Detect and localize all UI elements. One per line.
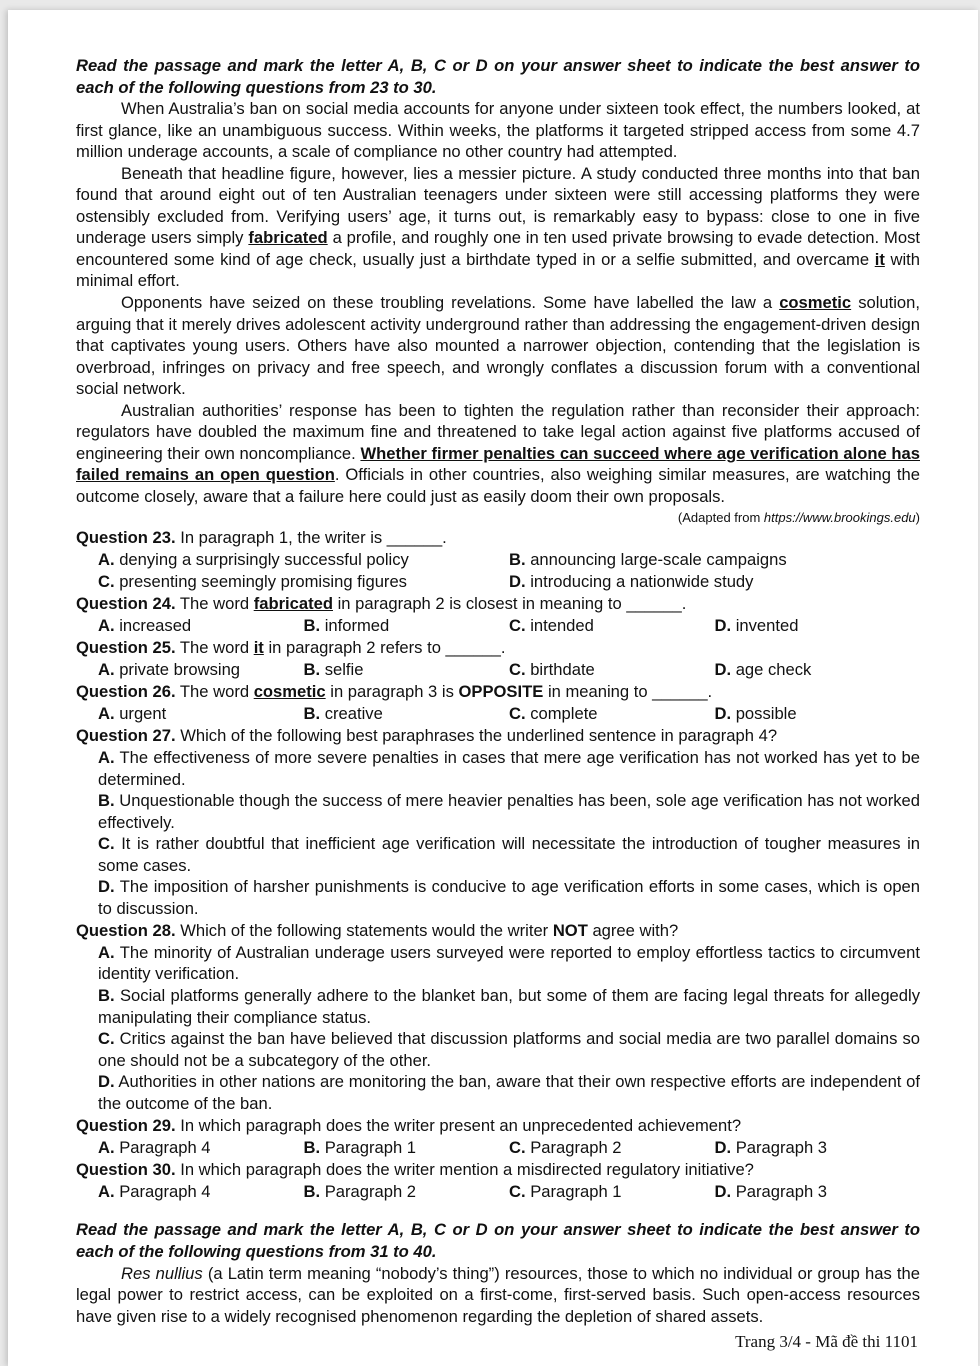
- page-footer: Trang 3/4 - Mã đề thi 1101: [735, 1332, 918, 1351]
- section2-instruction: Read the passage and mark the letter A, B, C or D on your answer sheet to indicate the best answer to each of the following questions from 31 to 40.: [76, 1220, 920, 1261]
- option-c[interactable]: C. birthdate: [509, 659, 595, 679]
- underlined-sentence: Whether firmer penalties can succeed where age verification alone has failed remains an open question: [76, 443, 920, 485]
- option-c[interactable]: C. complete: [509, 703, 598, 723]
- option-c[interactable]: C. Paragraph 2: [509, 1137, 622, 1157]
- question-30: Question 30. In which paragraph does the writer mention a misdirected regulatory initiative?: [76, 1160, 754, 1180]
- question-28: Question 28. Which of the following statements would the writer NOT agree with?: [76, 921, 679, 941]
- option-b[interactable]: B. Unquestionable though the success of mere heavier penalties has been, sole age verification has not worked effectively.: [98, 791, 920, 832]
- source-citation: (Adapted from https://www.brookings.edu): [677, 510, 920, 526]
- passage1-paragraph-2: Beneath that headline figure, however, lies a messier picture. A study conducted three months into that ban found that around eight out of ten Australian teenagers under sixteen were still accessing platforms they were ostensibly excluded from. Verifying users’ age, it turns out, is remarkably easy to bypass: close to one in five underage users simply fabricated a profile, and roughly one in ten used private browsing to evade detection. Most encountered some kind of age check, usually just a birthdate typed in or a selfie submitted, and overcame it with minimal effort.: [76, 163, 920, 291]
- question-24-options: [76, 615, 920, 637]
- option-b[interactable]: B. informed: [303, 615, 390, 635]
- option-a[interactable]: A. The effectiveness of more severe penalties in cases that mere age verification has not worked has yet to be determined.: [98, 747, 920, 789]
- question-29-options: [76, 1137, 920, 1159]
- source-url: https://www.brookings.edu: [763, 510, 916, 526]
- question-29: Question 29. In which paragraph does the writer present an unprecedented achievement?: [76, 1116, 742, 1136]
- option-d[interactable]: D. introducing a nationwide study: [509, 571, 754, 591]
- option-c[interactable]: C. Critics against the ban have believed that discussion platforms and social media are two parallel domains so one should not be a subcategory of the other.: [98, 1029, 920, 1070]
- option-a[interactable]: A. The minority of Australian underage users surveyed were reported to employ effortless tactics to circumvent identity verification.: [98, 942, 920, 984]
- option-c[interactable]: C. presenting seemingly promising figures: [98, 571, 407, 591]
- passage1-paragraph-3: Opponents have seized on these troubling revelations. Some have labelled the law a cosmetic solution, arguing that it merely drives adolescent activity underground rather than addressing the engagement-driven design that captivates young users. Others have also mounted a narrower objection, contending that the legislation is overbroad, infringes on privacy and free speech, and wrongly conflates a discussion forum with a conventional social network.: [76, 293, 921, 399]
- question-26-options: [76, 703, 920, 725]
- option-c[interactable]: C. It is rather doubtful that inefficient age verification will necessitate the introduction of tougher measures in some cases.: [98, 834, 920, 875]
- word-cosmetic: cosmetic: [779, 293, 852, 313]
- question-30-options: [76, 1181, 920, 1203]
- question-25: Question 25. The word it in paragraph 2 refers to ______.: [76, 638, 506, 658]
- option-a[interactable]: A. urgent: [98, 703, 167, 723]
- option-a[interactable]: A. denying a surprisingly successful policy: [98, 550, 409, 570]
- word-it: it: [874, 249, 885, 269]
- option-a[interactable]: A. private browsing: [98, 659, 241, 679]
- option-d[interactable]: D. Authorities in other nations are monitoring the ban, aware that their own respective efforts are independent of the outcome of the ban.: [98, 1072, 920, 1113]
- option-a[interactable]: A. Paragraph 4: [98, 1137, 211, 1157]
- option-d[interactable]: D. Paragraph 3: [714, 1137, 828, 1157]
- option-b[interactable]: B. announcing large-scale campaigns: [509, 550, 787, 570]
- option-b[interactable]: B. creative: [303, 703, 383, 723]
- option-d[interactable]: D. age check: [714, 659, 812, 679]
- question-23-options-2: [76, 571, 920, 593]
- option-b[interactable]: B. Social platforms generally adhere to the blanket ban, but some of them are facing legal threats for allegedly manipulating their compliance status.: [98, 985, 920, 1027]
- question-23-options: [76, 549, 920, 571]
- question-26: Question 26. The word cosmetic in paragraph 3 is OPPOSITE in meaning to ______.: [76, 682, 713, 702]
- option-a[interactable]: A. increased: [98, 615, 192, 635]
- option-d[interactable]: D. possible: [714, 703, 797, 723]
- question-27: Question 27. Which of the following best paraphrases the underlined sentence in paragraph 4?: [76, 726, 778, 746]
- option-a[interactable]: A. Paragraph 4: [98, 1181, 211, 1201]
- passage1-paragraph-4: Australian authorities’ response has been to tighten the regulation rather than reconsider their approach: regulators have doubled the maximum fine and threatened to take legal action against five platforms accused of engineering their own noncompliance. Whether firmer penalties can succeed where age verification alone has failed remains an open question. Officials in other countries, also weighing similar measures, are watching the outcome closely, aware that a failure here could just as easily doom their own proposals.: [76, 400, 920, 506]
- question-23: Question 23. In paragraph 1, the writer is ______.: [76, 528, 447, 548]
- option-c[interactable]: C. Paragraph 1: [509, 1181, 622, 1201]
- option-b[interactable]: B. selfie: [303, 659, 364, 679]
- option-b[interactable]: B. Paragraph 2: [303, 1181, 417, 1201]
- page-content: [76, 55, 920, 1327]
- option-b[interactable]: B. Paragraph 1: [303, 1137, 417, 1157]
- section-gap: [76, 1202, 920, 1219]
- option-d[interactable]: D. The imposition of harsher punishments is conducive to age verification efforts in some cases, which is open to discussion.: [98, 877, 920, 918]
- passage1-paragraph-1: When Australia’s ban on social media accounts for anyone under sixteen took effect, the numbers looked, at first glance, like an unambiguous success. Within weeks, the platforms it targeted stripped access from some 4.7 million underage accounts, a scale of compliance no other country had attempted.: [76, 99, 920, 162]
- option-d[interactable]: D. invented: [714, 615, 799, 635]
- question-25-options: [76, 659, 920, 681]
- option-c[interactable]: C. intended: [509, 615, 594, 635]
- exam-page: [8, 10, 978, 1366]
- word-fabricated: fabricated: [248, 228, 328, 248]
- section1-instruction: Read the passage and mark the letter A, B, C or D on your answer sheet to indicate the best answer to each of the following questions from 23 to 30.: [76, 56, 920, 97]
- question-24: Question 24. The word fabricated in paragraph 2 is closest in meaning to ______.: [76, 594, 687, 614]
- passage2-paragraph-1: Res nullius (a Latin term meaning “nobody’s thing”) resources, those to which no individual or group has the legal power to restrict access, can be exploited on a first-come, first-served basis. Such open-access resources have given rise to a widely recognised phenomenon regarding the depletion of shared assets.: [76, 1263, 920, 1326]
- option-d[interactable]: D. Paragraph 3: [714, 1181, 828, 1201]
